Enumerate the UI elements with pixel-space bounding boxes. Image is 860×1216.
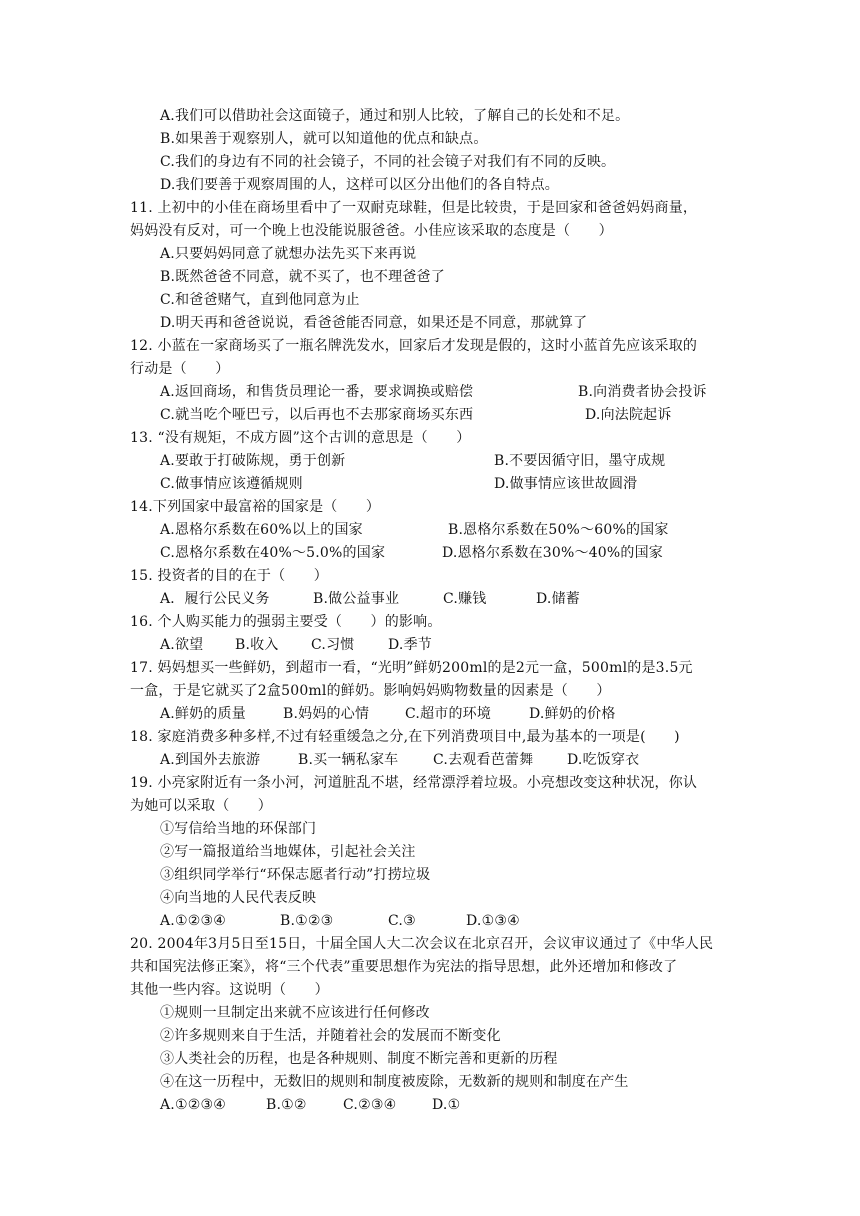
q14-stem: 14.下列国家中最富裕的国家是（ ） [130,499,381,515]
q13-option-b: B.不要因循守旧，墨守成规 [494,453,666,469]
q19-item-2: ②写一篇报道给当地媒体，引起社会关注 [160,844,416,860]
q16-option-a: A.欲望 [160,637,204,653]
q17-stem-line2: 一盒，于是它就买了2盒500ml的鲜奶。影响妈妈购物数量的因素是（ ） [130,683,611,699]
q12-option-b: B.向消费者协会投诉 [578,384,707,400]
q14-option-d: D.恩格尔系数在30%～40%的国家 [442,545,664,561]
q20-option-a: A.①②③④ [160,1097,226,1113]
q11-option-c: C.和爸爸赌气，直到他同意为止 [160,292,360,308]
q15-stem: 15. 投资者的目的在于（ ） [130,568,328,584]
q11-stem-line1: 11. 上初中的小佳在商场里看中了一双耐克球鞋，但是比较贵，于是回家和爸爸妈妈商量， [130,200,698,216]
q20-item-1: ①规则一旦制定出来就不应该进行任何修改 [160,1005,430,1021]
q19-option-c: C.③ [388,913,416,929]
q19-option-a: A.①②③④ [160,913,226,929]
q10-option-c: C.我们的身边有不同的社会镜子，不同的社会镜子对我们有不同的反映。 [160,154,616,170]
q10-option-b: B.如果善于观察别人，就可以知道他的优点和缺点。 [160,131,488,147]
q19-item-1: ①写信给当地的环保部门 [160,821,317,837]
q16-option-c: C.习惯 [311,637,355,653]
q17-stem-line1: 17. 妈妈想买一些鲜奶，到超市一看，“光明”鲜奶200ml的是2元一盒，500ml的是3.5元 [130,660,693,676]
q12-option-c: C.就当吃个哑巴亏，以后再也不去那家商场买东西 [160,407,474,423]
q12-option-a: A.返回商场，和售货员理论一番，要求调换或赔偿 [160,384,474,400]
q20-option-c: C.②③④ [343,1097,397,1113]
q14-option-c: C.恩格尔系数在40%～5.0%的国家 [160,545,386,561]
q20-stem-line3: 其他一些内容。这说明（ ） [130,982,329,998]
q20-stem-line2: 共和国宪法修正案》，将“三个代表”重要思想作为宪法的指导思想，此外还增加和修改了 [130,959,678,975]
q17-option-d: D.鲜奶的价格 [529,706,616,722]
q19-option-d: D.①③④ [466,913,520,929]
q17-option-b: B.妈妈的心情 [283,706,370,722]
q19-item-3: ③组织同学举行“环保志愿者行动”打捞垃圾 [160,867,431,883]
q14-option-a: A.恩格尔系数在60%以上的国家 [160,522,363,538]
q19-stem-line1: 19. 小亮家附近有一条小河，河道脏乱不堪，经常漂浮着垃圾。小亮想改变这种状况，你认 [130,775,698,791]
q18-option-c: C.去观看芭蕾舞 [433,752,534,768]
q17-option-a: A.鲜奶的质量 [160,706,246,722]
q12-option-d: D.向法院起诉 [585,407,672,423]
q18-option-b: B.买一辆私家车 [298,752,399,768]
q19-item-4: ④向当地的人民代表反映 [160,890,317,906]
q11-option-b: B.既然爸爸不同意，就不买了，也不理爸爸了 [160,269,445,285]
q13-stem: 13. “没有规矩，不成方圆”这个古训的意思是（ ） [130,430,471,446]
q13-option-a: A.要敢于打破陈规，勇于创新 [160,453,346,469]
q14-option-b: B.恩格尔系数在50%～60%的国家 [448,522,669,538]
q19-option-b: B.①②③ [280,913,334,929]
q16-option-d: D.季节 [388,637,432,653]
q17-option-c: C.超市的环境 [405,706,492,722]
q13-option-d: D.做事情应该世故圆滑 [494,476,638,492]
q20-option-d: D.① [432,1097,461,1113]
q11-option-d: D.明天再和爸爸说说，看爸爸能否同意，如果还是不同意，那就算了 [160,315,588,331]
q20-item-2: ②许多规则来自于生活，并随着社会的发展而不断变化 [160,1028,501,1044]
q18-option-a: A.到国外去旅游 [160,752,261,768]
q12-stem-line1: 12. 小蓝在一家商场买了一瓶名牌洗发水，回家后才发现是假的，这时小蓝首先应该采取的 [130,338,698,354]
q11-stem-line2: 妈妈没有反对，可一个晚上也没能说服爸爸。小佳应该采取的态度是（ ） [130,223,613,239]
q16-option-b: B.收入 [235,637,279,653]
q20-stem-line1: 20. 2004年3月5日至15日，十届全国人大二次会议在北京召开，会议审议通过了《中华人民 [130,936,714,952]
q18-option-d: D.吃饭穿衣 [567,752,640,768]
q10-option-d: D.我们要善于观察周围的人，这样可以区分出他们的各自特点。 [160,177,559,193]
q15-option-d: D.储蓄 [536,591,580,607]
q20-item-3: ③人类社会的历程，也是各种规则、制度不断完善和更新的历程 [160,1051,558,1067]
q10-option-a: A.我们可以借助社会这面镜子，通过和别人比较，了解自己的长处和不足。 [160,108,630,124]
q15-option-a: A．履行公民义务 [160,591,270,607]
q16-stem: 16. 个人购买能力的强弱主要受（ ）的影响。 [130,614,442,630]
q20-item-4: ④在这一历程中，无数旧的规则和制度被废除，无数新的规则和制度在产生 [160,1074,629,1090]
q15-option-b: B.做公益事业 [313,591,400,607]
q13-option-c: C.做事情应该遵循规则 [160,476,303,492]
q11-option-a: A.只要妈妈同意了就想办法先买下来再说 [160,246,417,262]
q19-stem-line2: 为她可以采取（ ） [130,798,272,814]
q18-stem: 18. 家庭消费多种多样,不过有轻重缓急之分,在下列消费项目中,最为基本的一项是( ) [130,729,680,745]
q12-stem-line2: 行动是（ ） [130,361,230,377]
q15-option-c: C.赚钱 [443,591,487,607]
q20-option-b: B.①② [266,1097,307,1113]
